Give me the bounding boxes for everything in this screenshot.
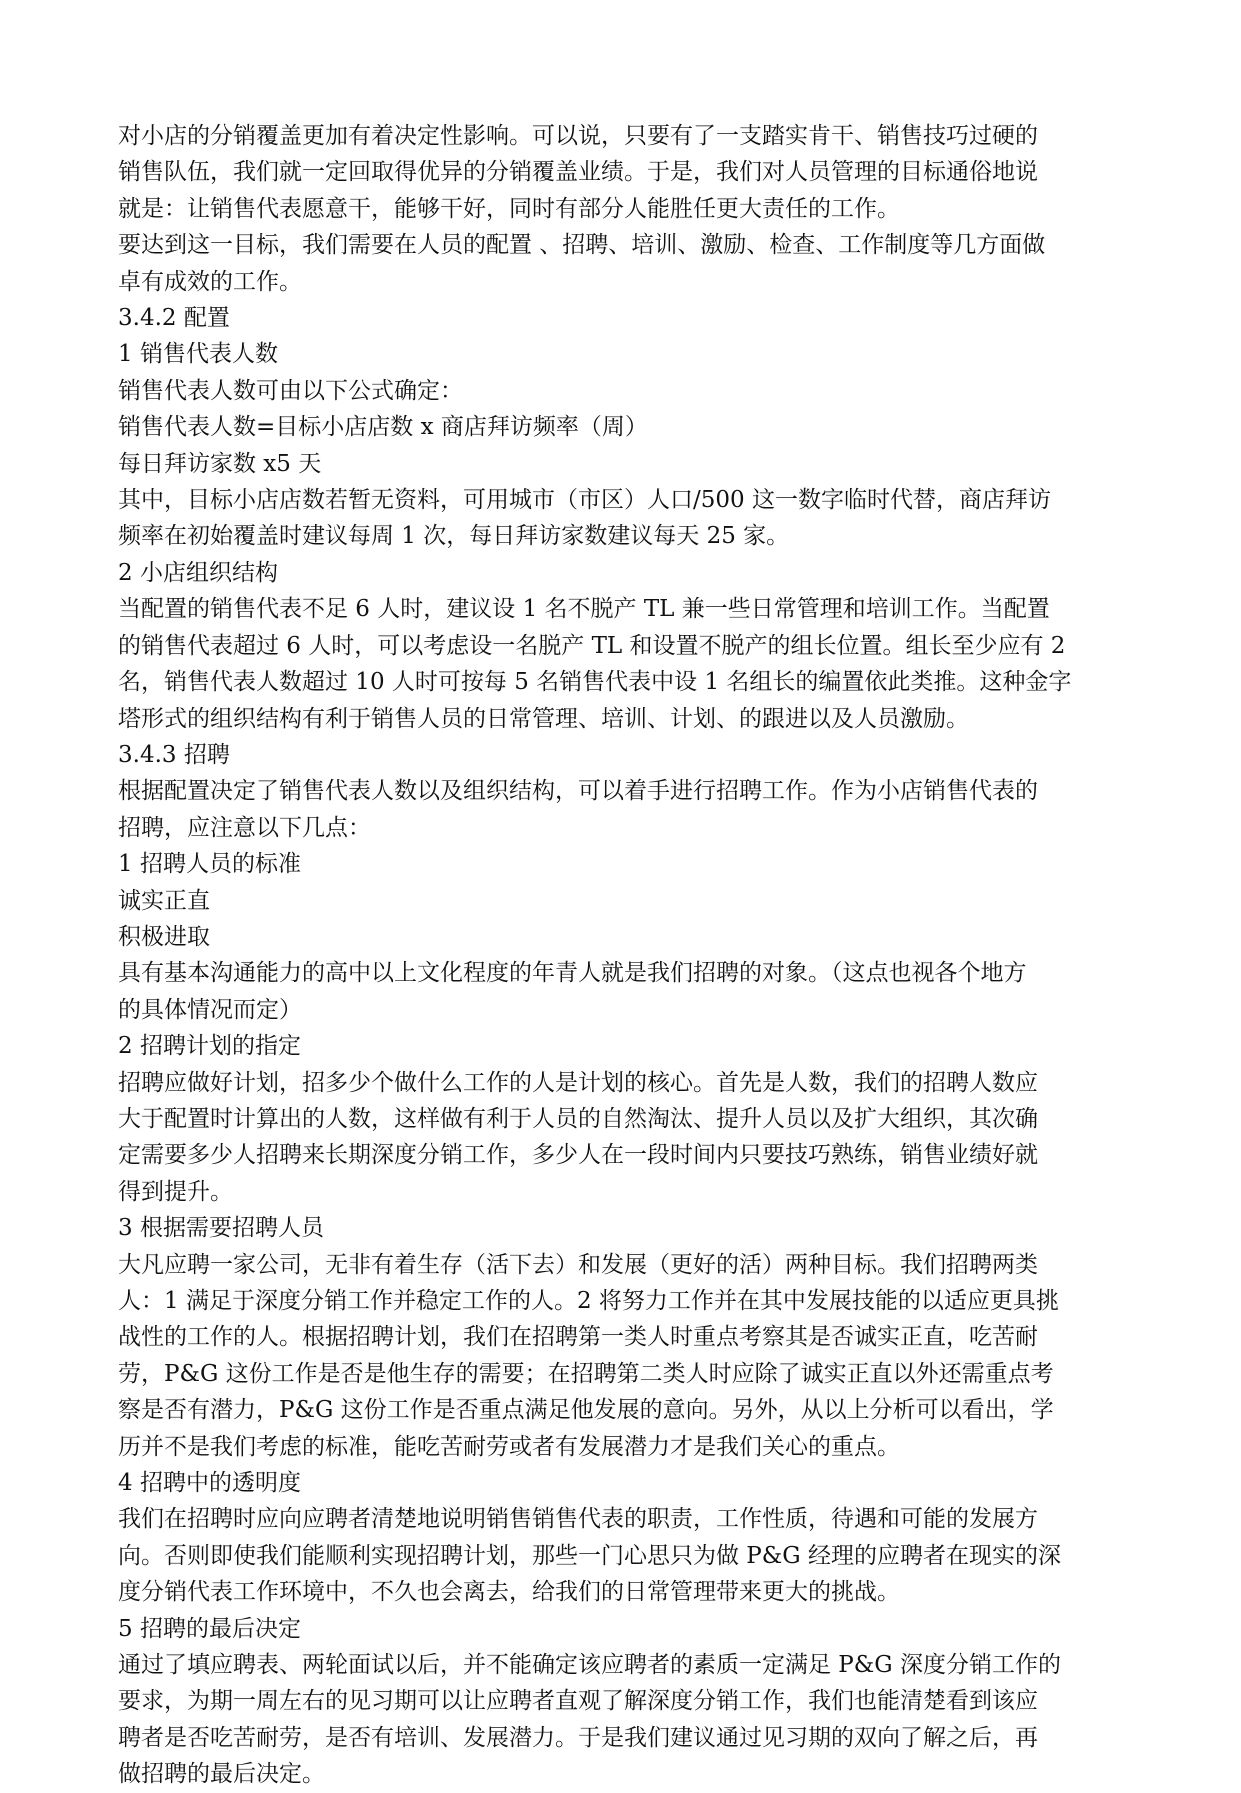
section-heading — [118, 1465, 1123, 1501]
text-line: 招聘应做好计划，招多少个做什么工作的人是计划的核心。首先是人数，我们的招聘人数应 — [118, 1069, 1038, 1096]
text-line: 要求，为期一周左右的见习期可以让应聘者直观了解深度分销工作，我们也能清楚看到该应 — [118, 1688, 1038, 1715]
text-line: 做招聘的最后决定。 — [118, 1761, 325, 1788]
paragraph — [118, 773, 1123, 846]
text-line: 聘者是否吃苦耐劳，是否有培训、发展潜力。于是我们建议通过见习期的双向了解之后，再 — [118, 1724, 1038, 1751]
text-line: 大凡应聘一家公司，无非有着生存（活下去）和发展（更好的活）两种目标。我们招聘两类 — [118, 1251, 1038, 1278]
heading-text: 2 招聘计划的指定 — [118, 1033, 301, 1060]
text-line: 就是：让销售代表愿意干，能够干好，同时有部分人能胜任更大责任的工作。 — [118, 195, 900, 222]
paragraph — [118, 1065, 1123, 1211]
paragraph — [118, 1501, 1123, 1610]
text-line: 频率在初始覆盖时建议每周 1 次，每日拜访家数建议每天 25 家。 — [118, 523, 790, 550]
text-line: 向。否则即使我们能顺利实现招聘计划，那些一门心思只为做 P&G 经理的应聘者在现实的深 — [118, 1542, 1061, 1569]
text-line: 察是否有潜力，P&G 这份工作是否重点满足他发展的意向。另外，从以上分析可以看出，学 — [118, 1397, 1054, 1424]
text-line: 要达到这一目标，我们需要在人员的配置 、招聘、培训、激励、检查、工作制度等几方面做 — [118, 232, 1046, 259]
heading-text: 3 根据需要招聘人员 — [118, 1215, 324, 1242]
paragraph — [118, 446, 1123, 482]
paragraph — [118, 482, 1123, 555]
section-heading — [118, 1210, 1123, 1246]
text-line: 销售代表人数=目标小店店数 x 商店拜访频率（周） — [118, 414, 648, 441]
heading-text: 5 招聘的最后决定 — [118, 1615, 301, 1642]
heading-text: 1 招聘人员的标准 — [118, 851, 301, 878]
text-line: 具有基本沟通能力的高中以上文化程度的年青人就是我们招聘的对象。（这点也视各个地方 — [118, 960, 1027, 987]
paragraph — [118, 955, 1123, 1028]
section-heading — [118, 846, 1123, 882]
paragraph — [118, 227, 1123, 300]
text-line: 对小店的分销覆盖更加有着决定性影响。可以说，只要有了一支踏实肯干、销售技巧过硬的 — [118, 123, 1038, 149]
paragraph — [118, 118, 1123, 227]
paragraph — [118, 1247, 1123, 1465]
paragraph — [118, 373, 1123, 409]
text-line: 战性的工作的人。根据招聘计划，我们在招聘第一类人时重点考察其是否诚实正直，吃苦耐 — [118, 1324, 1038, 1351]
text-line: 销售队伍，我们就一定回取得优异的分销覆盖业绩。于是，我们对人员管理的目标通俗地说 — [118, 159, 1038, 186]
text-line: 我们在招聘时应向应聘者清楚地说明销售销售代表的职责，工作性质，待遇和可能的发展方 — [118, 1506, 1038, 1533]
paragraph — [118, 919, 1123, 955]
text-line: 定需要多少人招聘来长期深度分销工作，多少人在一段时间内只要技巧熟练，销售业绩好就 — [118, 1142, 1038, 1169]
text-line: 当配置的销售代表不足 6 人时，建议设 1 名不脱产 TL 兼一些日常管理和培训工作。当配置 — [118, 596, 1050, 623]
paragraph — [118, 591, 1123, 737]
text-line: 卓有成效的工作。 — [118, 268, 302, 295]
text-line: 的销售代表超过 6 人时，可以考虑设一名脱产 TL 和设置不脱产的组长位置。组长至少应有 2 — [118, 632, 1066, 659]
text-line: 塔形式的组织结构有利于销售人员的日常管理、培训、计划、的跟进以及人员激励。 — [118, 705, 969, 732]
text-line: 人：1 满足于深度分销工作并稳定工作的人。2 将努力工作并在其中发展技能的以适应更具挑 — [118, 1288, 1059, 1314]
section-heading — [118, 737, 1123, 773]
text-line: 根据配置决定了销售代表人数以及组织结构，可以着手进行招聘工作。作为小店销售代表的 — [118, 778, 1038, 805]
text-line: 通过了填应聘表、两轮面试以后，并不能确定该应聘者的素质一定满足 P&G 深度分销工作的 — [118, 1652, 1061, 1679]
text-line: 名，销售代表人数超过 10 人时可按每 5 名销售代表中设 1 名组长的编置依此类推。这种金字 — [118, 669, 1072, 696]
text-line: 其中，目标小店店数若暂无资料，可用城市（市区）人口/500 这一数字临时代替，商店拜访 — [118, 487, 1051, 514]
text-line: 劳，P&G 这份工作是否是他生存的需要；在招聘第二类人时应除了诚实正直以外还需重点考 — [118, 1360, 1054, 1387]
text-line: 的具体情况而定） — [118, 996, 302, 1023]
paragraph — [118, 409, 1123, 445]
text-line: 度分销代表工作环境中，不久也会离去，给我们的日常管理带来更大的挑战。 — [118, 1579, 900, 1606]
text-line: 每日拜访家数 x5 天 — [118, 450, 322, 477]
heading-text: 4 招聘中的透明度 — [118, 1470, 301, 1497]
section-heading — [118, 555, 1123, 591]
text-line: 历并不是我们考虑的标准，能吃苦耐劳或者有发展潜力才是我们关心的重点。 — [118, 1433, 900, 1460]
text-line: 积极进取 — [118, 923, 210, 950]
text-line: 招聘，应注意以下几点： — [118, 814, 371, 841]
heading-text: 2 小店组织结构 — [118, 559, 278, 586]
paragraph — [118, 1647, 1123, 1793]
heading-text: 1 销售代表人数 — [118, 341, 278, 368]
text-line: 销售代表人数可由以下公式确定： — [118, 377, 463, 404]
document-body — [118, 118, 1123, 1793]
heading-text: 3.4.3 招聘 — [118, 741, 230, 768]
text-line: 得到提升。 — [118, 1178, 233, 1205]
section-heading — [118, 1028, 1123, 1064]
section-heading — [118, 336, 1123, 372]
section-heading — [118, 300, 1123, 336]
paragraph — [118, 883, 1123, 919]
heading-text: 3.4.2 配置 — [118, 305, 230, 332]
section-heading — [118, 1611, 1123, 1647]
text-line: 诚实正直 — [118, 887, 210, 914]
text-line: 大于配置时计算出的人数，这样做有利于人员的自然淘汰、提升人员以及扩大组织，其次确 — [118, 1105, 1038, 1132]
